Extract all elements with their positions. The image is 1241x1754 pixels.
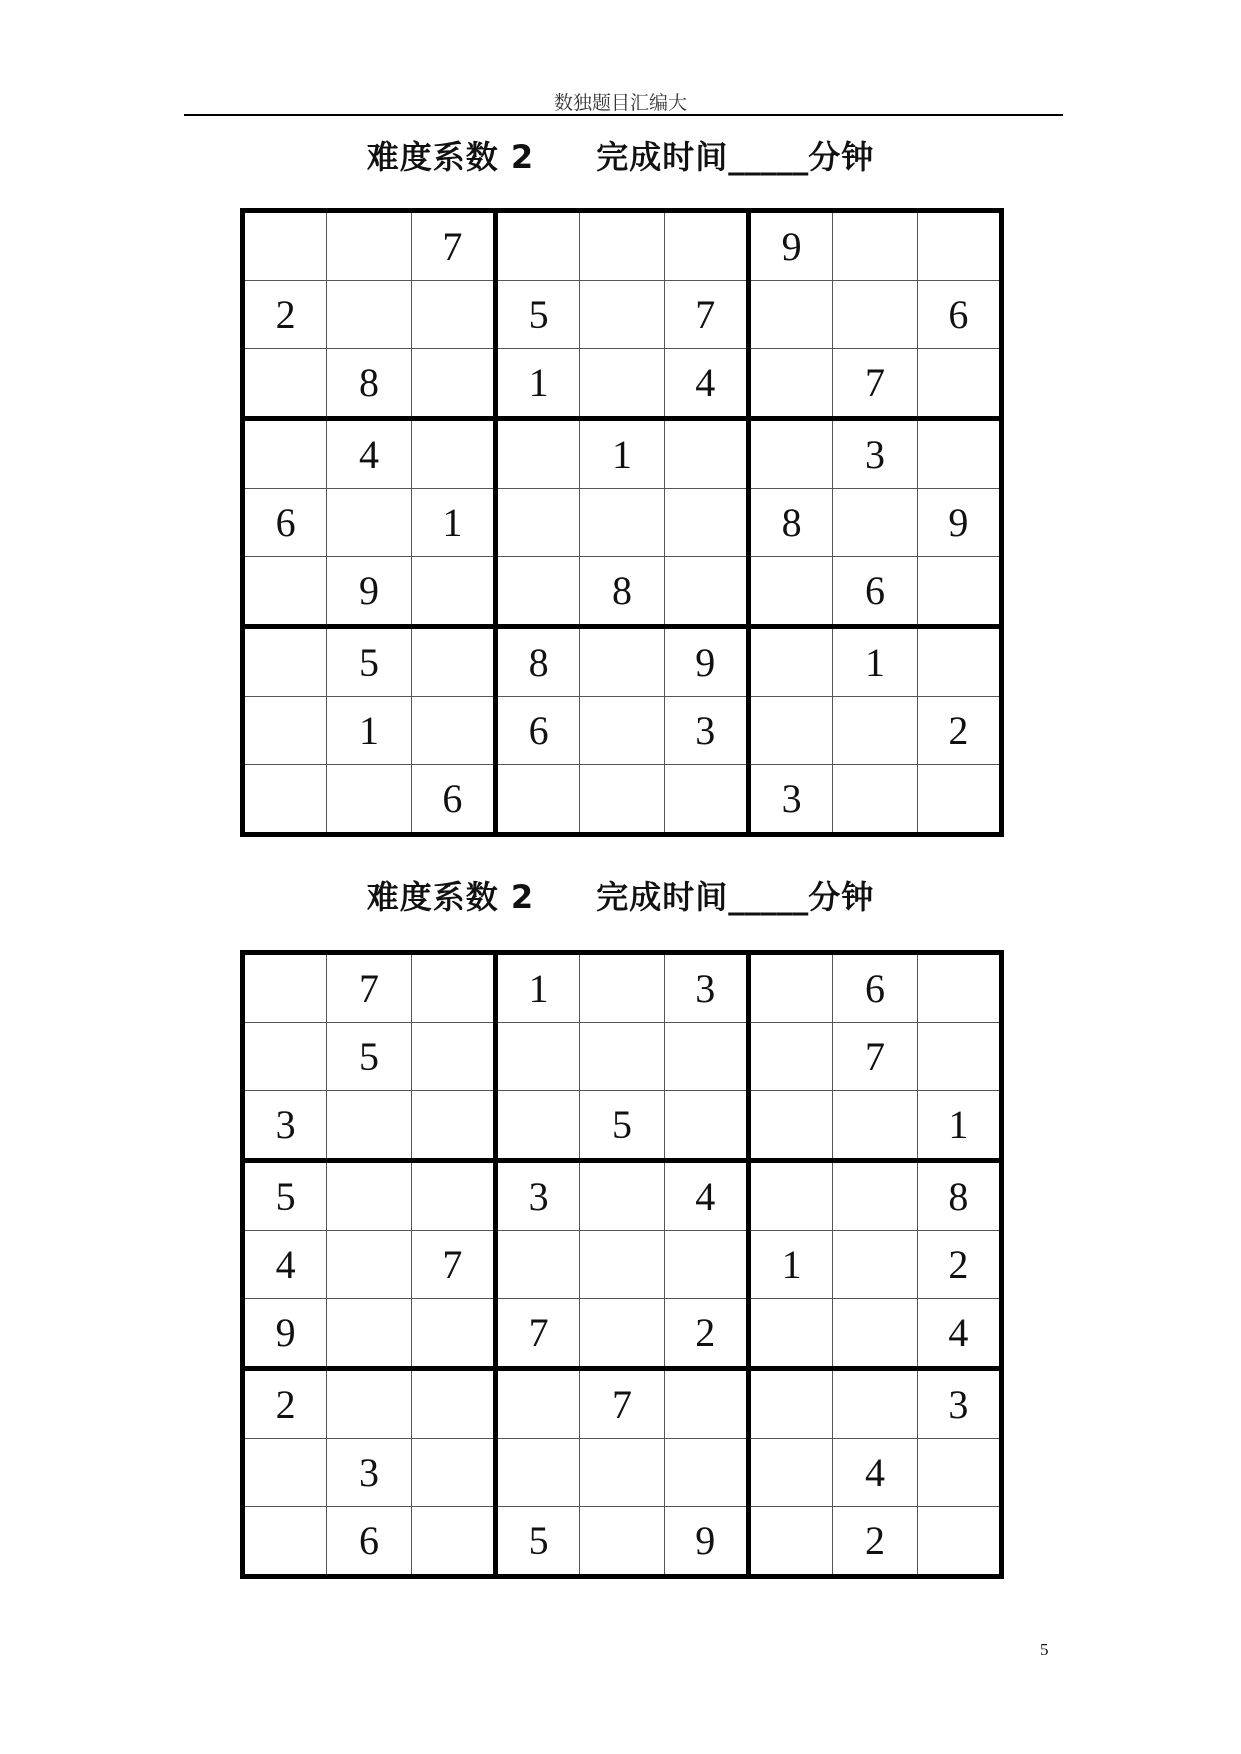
sudoku-cell[interactable] xyxy=(664,419,748,489)
grid-row xyxy=(243,1369,1002,1439)
sudoku-cell: 8 xyxy=(327,349,411,419)
sudoku-cell[interactable] xyxy=(243,1507,327,1577)
sudoku-cell[interactable] xyxy=(917,211,1001,281)
sudoku-cell: 1 xyxy=(495,349,579,419)
sudoku-cell: 6 xyxy=(833,557,917,627)
sudoku-cell: 4 xyxy=(917,1299,1001,1369)
sudoku-cell[interactable] xyxy=(327,1369,411,1439)
sudoku-cell[interactable] xyxy=(833,211,917,281)
sudoku-grid-1 xyxy=(240,208,1004,837)
sudoku-cell: 8 xyxy=(748,489,832,557)
grid-row xyxy=(243,281,1002,349)
sudoku-cell: 4 xyxy=(327,419,411,489)
sudoku-cell: 3 xyxy=(243,1091,327,1161)
sudoku-cell[interactable] xyxy=(833,697,917,765)
sudoku-cell[interactable] xyxy=(748,1023,832,1091)
sudoku-cell[interactable] xyxy=(580,1299,664,1369)
grid-row xyxy=(243,627,1002,697)
sudoku-cell[interactable] xyxy=(411,557,495,627)
sudoku-cell[interactable] xyxy=(664,489,748,557)
sudoku-cell: 6 xyxy=(833,953,917,1023)
sudoku-cell: 6 xyxy=(917,281,1001,349)
grid-row xyxy=(243,1507,1002,1577)
sudoku-cell: 3 xyxy=(833,419,917,489)
sudoku-cell: 7 xyxy=(495,1299,579,1369)
sudoku-cell[interactable] xyxy=(833,1091,917,1161)
time-unit: 分钟 xyxy=(808,138,875,176)
sudoku-cell[interactable] xyxy=(580,1439,664,1507)
sudoku-cell[interactable] xyxy=(411,281,495,349)
sudoku-cell: 9 xyxy=(664,1507,748,1577)
sudoku-cell: 2 xyxy=(243,281,327,349)
running-header: 数独题目汇编大 xyxy=(553,92,687,114)
sudoku-cell[interactable] xyxy=(411,1507,495,1577)
sudoku-cell[interactable] xyxy=(243,627,327,697)
sudoku-cell[interactable] xyxy=(748,697,832,765)
grid-row xyxy=(243,1161,1002,1231)
sudoku-cell[interactable] xyxy=(495,211,579,281)
sudoku-cell[interactable] xyxy=(411,349,495,419)
sudoku-cell[interactable] xyxy=(411,627,495,697)
sudoku-cell: 8 xyxy=(495,627,579,697)
grid-row xyxy=(243,419,1002,489)
sudoku-cell[interactable] xyxy=(748,281,832,349)
sudoku-cell[interactable] xyxy=(917,765,1001,835)
sudoku-cell: 7 xyxy=(327,953,411,1023)
sudoku-cell[interactable] xyxy=(327,1161,411,1231)
sudoku-cell[interactable] xyxy=(664,1091,748,1161)
sudoku-cell: 3 xyxy=(327,1439,411,1507)
sudoku-cell[interactable] xyxy=(580,1507,664,1577)
grid-row xyxy=(243,211,1002,281)
sudoku-cell[interactable] xyxy=(580,281,664,349)
time-label: 完成时间 xyxy=(596,138,729,176)
sudoku-grid-2 xyxy=(240,950,1004,1579)
sudoku-cell: 5 xyxy=(243,1161,327,1231)
grid-row xyxy=(243,765,1002,835)
sudoku-cell[interactable] xyxy=(580,211,664,281)
sudoku-cell[interactable] xyxy=(495,1091,579,1161)
sudoku-cell: 6 xyxy=(327,1507,411,1577)
sudoku-cell[interactable] xyxy=(833,1161,917,1231)
grid-row xyxy=(243,1299,1002,1369)
sudoku-cell: 1 xyxy=(495,953,579,1023)
sudoku-cell: 7 xyxy=(580,1369,664,1439)
grid-row xyxy=(243,1231,1002,1299)
sudoku-cell: 4 xyxy=(664,1161,748,1231)
sudoku-cell[interactable] xyxy=(327,1299,411,1369)
sudoku-cell: 1 xyxy=(833,627,917,697)
sudoku-cell[interactable] xyxy=(748,419,832,489)
puzzle-title-1 xyxy=(0,132,1241,178)
sudoku-cell: 8 xyxy=(917,1161,1001,1231)
sudoku-cell[interactable] xyxy=(327,489,411,557)
sudoku-cell: 4 xyxy=(664,349,748,419)
sudoku-cell[interactable] xyxy=(664,557,748,627)
sudoku-cell: 7 xyxy=(411,1231,495,1299)
sudoku-cell[interactable] xyxy=(495,1369,579,1439)
sudoku-cell[interactable] xyxy=(580,953,664,1023)
sudoku-cell[interactable] xyxy=(833,489,917,557)
sudoku-cell[interactable] xyxy=(243,419,327,489)
sudoku-cell[interactable] xyxy=(243,1439,327,1507)
sudoku-cell[interactable] xyxy=(748,557,832,627)
sudoku-cell[interactable] xyxy=(243,765,327,835)
sudoku-cell[interactable] xyxy=(580,489,664,557)
sudoku-cell[interactable] xyxy=(748,1507,832,1577)
sudoku-cell: 6 xyxy=(495,697,579,765)
sudoku-cell[interactable] xyxy=(580,1161,664,1231)
sudoku-cell: 3 xyxy=(664,953,748,1023)
sudoku-cell: 1 xyxy=(748,1231,832,1299)
sudoku-cell: 5 xyxy=(495,1507,579,1577)
sudoku-cell: 7 xyxy=(411,211,495,281)
puzzle-title-2 xyxy=(0,872,1241,918)
sudoku-cell[interactable] xyxy=(327,1091,411,1161)
difficulty-label: 难度系数 2 xyxy=(366,878,535,916)
sudoku-cell[interactable] xyxy=(833,1369,917,1439)
grid-row xyxy=(243,557,1002,627)
sudoku-cell[interactable] xyxy=(748,1299,832,1369)
sudoku-cell[interactable] xyxy=(748,1439,832,1507)
sudoku-cell[interactable] xyxy=(327,281,411,349)
sudoku-cell: 9 xyxy=(327,557,411,627)
sudoku-cell[interactable] xyxy=(411,1439,495,1507)
sudoku-cell[interactable] xyxy=(664,765,748,835)
grid-row xyxy=(243,697,1002,765)
sudoku-cell[interactable] xyxy=(917,349,1001,419)
sudoku-cell[interactable] xyxy=(495,1439,579,1507)
grid-row xyxy=(243,1023,1002,1091)
sudoku-cell[interactable] xyxy=(917,557,1001,627)
sudoku-cell[interactable] xyxy=(917,953,1001,1023)
sudoku-cell: 4 xyxy=(243,1231,327,1299)
sudoku-cell[interactable] xyxy=(833,765,917,835)
time-blank: _____ xyxy=(728,878,809,916)
sudoku-cell[interactable] xyxy=(243,953,327,1023)
grid-row xyxy=(243,349,1002,419)
sudoku-cell[interactable] xyxy=(917,1439,1001,1507)
sudoku-cell[interactable] xyxy=(411,1161,495,1231)
sudoku-cell: 9 xyxy=(917,489,1001,557)
sudoku-cell: 2 xyxy=(917,1231,1001,1299)
page-number: 5 xyxy=(1040,1640,1049,1659)
sudoku-cell: 2 xyxy=(917,697,1001,765)
sudoku-cell[interactable] xyxy=(917,1023,1001,1091)
sudoku-cell: 9 xyxy=(748,211,832,281)
sudoku-cell: 9 xyxy=(243,1299,327,1369)
sudoku-cell[interactable] xyxy=(748,1161,832,1231)
sudoku-cell[interactable] xyxy=(664,1231,748,1299)
sudoku-cell: 8 xyxy=(580,557,664,627)
sudoku-cell[interactable] xyxy=(580,1231,664,1299)
sudoku-cell[interactable] xyxy=(327,765,411,835)
sudoku-cell: 2 xyxy=(243,1369,327,1439)
sudoku-cell: 3 xyxy=(748,765,832,835)
sudoku-cell: 7 xyxy=(833,1023,917,1091)
sudoku-cell: 6 xyxy=(411,765,495,835)
sudoku-cell: 7 xyxy=(664,281,748,349)
sudoku-cell[interactable] xyxy=(833,1299,917,1369)
sudoku-cell[interactable] xyxy=(411,953,495,1023)
sudoku-cell[interactable] xyxy=(580,627,664,697)
sudoku-cell[interactable] xyxy=(411,1091,495,1161)
sudoku-cell[interactable] xyxy=(243,697,327,765)
sudoku-cell[interactable] xyxy=(411,1369,495,1439)
sudoku-cell[interactable] xyxy=(411,697,495,765)
sudoku-cell[interactable] xyxy=(748,627,832,697)
grid-row xyxy=(243,1439,1002,1507)
sudoku-cell[interactable] xyxy=(748,1091,832,1161)
sudoku-cell: 3 xyxy=(495,1161,579,1231)
sudoku-cell: 5 xyxy=(327,1023,411,1091)
sudoku-cell[interactable] xyxy=(580,765,664,835)
time-label: 完成时间 xyxy=(596,878,729,916)
sudoku-cell[interactable] xyxy=(243,211,327,281)
sudoku-cell: 7 xyxy=(833,349,917,419)
difficulty-label: 难度系数 2 xyxy=(366,138,535,176)
sudoku-cell[interactable] xyxy=(664,1023,748,1091)
sudoku-cell: 1 xyxy=(917,1091,1001,1161)
sudoku-cell[interactable] xyxy=(411,1023,495,1091)
sudoku-cell[interactable] xyxy=(748,953,832,1023)
sudoku-cell[interactable] xyxy=(243,1023,327,1091)
sudoku-cell[interactable] xyxy=(411,419,495,489)
sudoku-cell: 6 xyxy=(243,489,327,557)
sudoku-cell[interactable] xyxy=(833,281,917,349)
sudoku-cell[interactable] xyxy=(664,211,748,281)
sudoku-cell: 5 xyxy=(580,1091,664,1161)
sudoku-cell[interactable] xyxy=(580,1023,664,1091)
sudoku-cell: 5 xyxy=(495,281,579,349)
sudoku-cell: 1 xyxy=(411,489,495,557)
sudoku-cell: 5 xyxy=(327,627,411,697)
sudoku-cell[interactable] xyxy=(580,349,664,419)
sudoku-cell[interactable] xyxy=(495,489,579,557)
sudoku-cell: 3 xyxy=(664,697,748,765)
sudoku-cell[interactable] xyxy=(748,349,832,419)
sudoku-cell: 9 xyxy=(664,627,748,697)
sudoku-cell[interactable] xyxy=(495,1023,579,1091)
sudoku-cell: 2 xyxy=(833,1507,917,1577)
sudoku-cell[interactable] xyxy=(748,1369,832,1439)
sudoku-cell[interactable] xyxy=(495,765,579,835)
sudoku-cell[interactable] xyxy=(327,211,411,281)
sudoku-cell[interactable] xyxy=(917,1507,1001,1577)
sudoku-cell[interactable] xyxy=(833,1231,917,1299)
sudoku-cell[interactable] xyxy=(495,419,579,489)
sudoku-cell: 1 xyxy=(327,697,411,765)
sudoku-cell: 4 xyxy=(833,1439,917,1507)
grid-row xyxy=(243,489,1002,557)
grid-row xyxy=(243,1091,1002,1161)
sudoku-cell[interactable] xyxy=(327,1231,411,1299)
sudoku-cell[interactable] xyxy=(495,1231,579,1299)
header-rule xyxy=(184,114,1063,116)
sudoku-cell[interactable] xyxy=(243,349,327,419)
sudoku-cell: 2 xyxy=(664,1299,748,1369)
sudoku-cell[interactable] xyxy=(917,419,1001,489)
sudoku-cell[interactable] xyxy=(664,1369,748,1439)
time-blank: _____ xyxy=(728,138,809,176)
sudoku-cell[interactable] xyxy=(664,1439,748,1507)
sudoku-cell[interactable] xyxy=(243,557,327,627)
sudoku-cell[interactable] xyxy=(495,557,579,627)
sudoku-cell[interactable] xyxy=(411,1299,495,1369)
time-unit: 分钟 xyxy=(808,878,875,916)
sudoku-cell[interactable] xyxy=(580,697,664,765)
sudoku-cell: 1 xyxy=(580,419,664,489)
sudoku-cell: 3 xyxy=(917,1369,1001,1439)
grid-row xyxy=(243,953,1002,1023)
sudoku-cell[interactable] xyxy=(917,627,1001,697)
